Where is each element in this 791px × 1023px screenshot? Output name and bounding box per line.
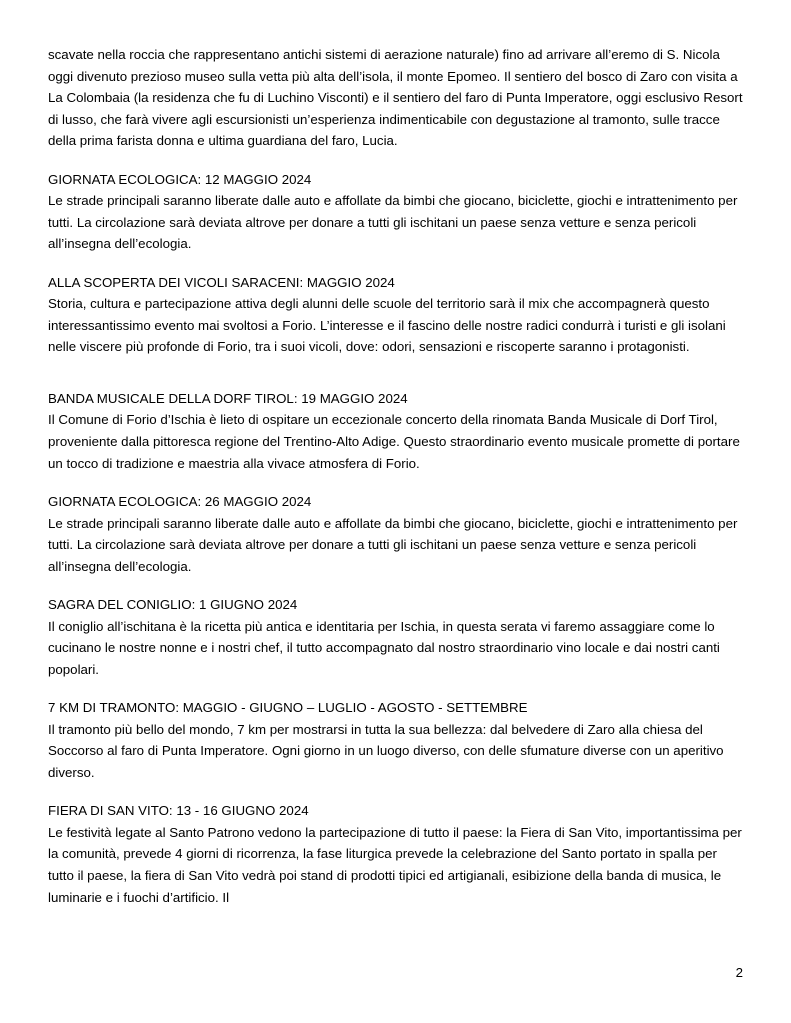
section-heading: SAGRA DEL CONIGLIO: 1 GIUGNO 2024 [48, 597, 298, 613]
section-giornata-ecologica-26-maggio [48, 491, 743, 577]
section-body: Il Comune di Forio d’Ischia è lieto di ospitare un eccezionale concerto della rinomata Banda Musicale di Dorf Tirol, proveniente dalla pittoresca regione del Trentino-Alto Adige. Questo straordinario evento musicale promette di portare un tocco di tradizione e maestria alla vivace atmosfera di Forio. [48, 412, 740, 471]
section-heading: ALLA SCOPERTA DEI VICOLI SARACENI: MAGGIO 2024 [48, 274, 395, 290]
section-heading: BANDA MUSICALE DELLA DORF TIROL: 19 MAGGIO 2024 [48, 390, 408, 406]
section-giornata-ecologica-12-maggio [48, 169, 743, 255]
section-body: Le strade principali saranno liberate dalle auto e affollate da bimbi che giocano, biciclette, giochi e intrattenimento per tutti. La circolazione sarà deviata altrove per donare a tutti gli ischitani un paese senza vetture e senza pericoli all’insegna dell’ecologia. [48, 515, 738, 574]
section-body: Storia, cultura e partecipazione attiva degli alunni delle scuole del territorio sarà il mix che accompagnerà questo interessantissimo evento mai svoltosi a Forio. L’interesse e il fascino delle nostre radici condurrà i turisti e gli isolani nelle viscere più profonde di Forio, tra i suoi vicoli, dove: odori, sensazioni e riscoperte saranno i protagonisti. [48, 296, 726, 355]
section-sagra-del-coniglio [48, 594, 743, 680]
section-body: Il tramonto più bello del mondo, 7 km per mostrarsi in tutta la sua bellezza: dal belvedere di Zaro alla chiesa del Soccorso al faro di Punta Imperatore. Ogni giorno in un luogo diverso, con delle sfumature diverse con un aperitivo diverso. [48, 721, 724, 780]
section-fiera-di-san-vito [48, 800, 743, 908]
section-body: Le festività legate al Santo Patrono vedono la partecipazione di tutto il paese: la Fiera di San Vito, importantissima per la comunità, prevede 4 giorni di ricorrenza, la fase liturgica prevede la celebrazione del Santo portato in spalla per tutto il paese, la fiera di San Vito vedrà poi stand di prodotti tipici ed artigianali, esibizione della banda di musica, le luminarie e i fuochi d’artificio. Il [48, 824, 742, 905]
section-heading: 7 KM DI TRAMONTO: MAGGIO - GIUGNO – LUGLIO - AGOSTO - SETTEMBRE [48, 700, 528, 716]
section-heading: GIORNATA ECOLOGICA: 12 MAGGIO 2024 [48, 171, 312, 187]
page-number: 2 [735, 964, 743, 980]
section-body: Il coniglio all’ischitana è la ricetta più antica e identitaria per Ischia, in questa serata vi faremo assaggiare come lo cucinano le nostre nonne e i nostri chef, il tutto accompagnato dal nostro straordinario vino locale e dai nostri canti popolari. [48, 618, 720, 677]
section-banda-musicale-dorf-tirol [48, 388, 743, 474]
section-heading: GIORNATA ECOLOGICA: 26 MAGGIO 2024 [48, 494, 312, 510]
intro-block [48, 44, 743, 152]
section-heading: FIERA DI SAN VITO: 13 - 16 GIUGNO 2024 [48, 803, 309, 819]
section-7-km-di-tramonto [48, 697, 743, 783]
section-vicoli-saraceni [48, 272, 743, 358]
section-body: Le strade principali saranno liberate dalle auto e affollate da bimbi che giocano, biciclette, giochi e intrattenimento per tutti. La circolazione sarà deviata altrove per donare a tutti gli ischitani un paese senza vetture e senza pericoli all’insegna dell’ecologia. [48, 193, 738, 252]
intro-paragraph: scavate nella roccia che rappresentano antichi sistemi di aerazione naturale) fino ad arrivare all’eremo di S. Nicola oggi divenuto prezioso museo sulla vetta più alta dell’isola, il monte Epomeo. Il sentiero del bosco di Zaro con visita a La Colombaia (la residenza che fu di Luchino Visconti) e il sentiero del faro di Punta Imperatore, oggi esclusivo Resort di lusso, che farà vivere agli escursionisti un’esperienza indimenticabile con degustazione al tramonto, sulle tracce della prima farista donna e ultima guardiana del faro, Lucia. [48, 47, 743, 149]
document-body [48, 44, 743, 908]
